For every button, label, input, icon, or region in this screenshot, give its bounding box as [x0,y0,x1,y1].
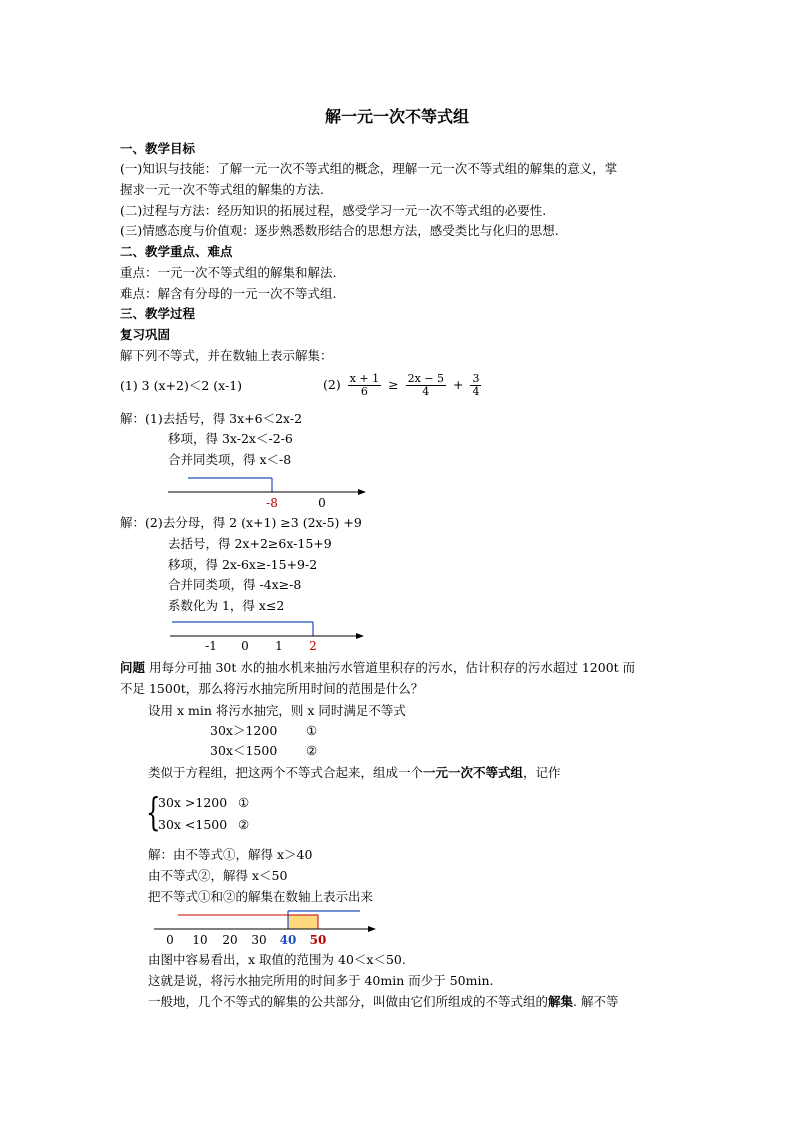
system-ineq-2-mark: ② [238,817,250,832]
system-ineq-2: 30x <1500 [158,817,228,832]
inequality-1: 30x＞1200 [210,723,278,738]
problem-sol-1: 解：由不等式①，解得 x＞40 [148,847,313,862]
tick-label-50: 50 [309,933,327,947]
tick-label-0b: 0 [241,639,249,653]
conclusion-2: 这就是说，将污水抽完所用的时间多于 40min 而少于 50min. [148,973,494,988]
sol1-line-1: 解：(1)去括号，得 3x+6＜2x-2 [120,411,303,426]
fraction-3-num: 3 [472,372,480,385]
inequality-2-mark: ② [306,743,318,758]
tick-label-20: 20 [222,933,238,947]
goal-line-4: (三)情感态度与价值观：逐步熟悉数形结合的思想方法，感受类比与化归的思想. [120,223,559,238]
sol2-line-3: 移项，得 2x-6x≥-15+9-2 [168,557,318,572]
problem-text-4c: ，记作 [523,765,561,780]
system-brace: { [146,790,161,834]
fraction-2-den: 4 [422,385,430,398]
conclusion-3a: 一般地，几个不等式的解集的公共部分，叫做由它们所组成的不等式组的 [148,994,549,1009]
solution-overlap-rect [288,915,318,929]
tick-label-10: 10 [192,933,208,947]
problem-line-4 [148,764,561,782]
problem-text-1: 用每分可抽 30t 水的抽水机来抽污水管道里积存的污水，估计积存的污水超过 1200t 而 [145,660,636,675]
tick-label-neg1: -1 [205,639,217,653]
conclusion-3 [148,993,618,1011]
problem-2-label: (2) [323,377,341,392]
problem-2 [323,370,484,400]
inequality-1-mark: ① [306,723,318,738]
goal-line-1: (一)知识与技能：了解一元一次不等式组的概念，理解一元一次不等式组的解集的意义，掌 [120,161,618,176]
sol2-line-5: 系数化为 1，得 x≤2 [168,598,285,613]
fraction-2-num: 2x − 5 [407,372,444,385]
section-heading-focus: 二、教学重点、难点 [120,244,233,259]
fraction-1-num: x + 1 [349,372,380,385]
tick-label-neg8: -8 [266,496,278,510]
section-heading-process: 三、教学过程 [120,306,196,321]
review-intro: 解下列不等式，并在数轴上表示解集： [120,348,333,363]
problem-sol-2: 由不等式②，解得 x＜50 [148,868,288,883]
goal-line-3: (二)过程与方法：经历知识的拓展过程，感受学习一元一次不等式组的必要性. [120,203,547,218]
page-title: 解一元一次不等式组 [324,107,469,126]
plus-sign: + [452,377,464,392]
system-ineq-1-mark: ① [238,795,250,810]
tick-label-0: 0 [318,496,326,510]
number-line-3 [148,907,388,949]
tick-label-0c: 0 [166,933,174,947]
conclusion-3c: . 解不等 [573,994,619,1009]
problem-text-4a: 类似于方程组，把这两个不等式合起来，组成一个 [148,765,424,780]
problem-line-2: 不足 1500t，那么将污水抽完所用时间的范围是什么？ [120,681,424,696]
inequality-2: 30x＜1500 [210,743,278,758]
keyword-inequality-system: 一元一次不等式组 [423,765,524,780]
tick-label-40: 40 [279,933,297,947]
fraction-1 [348,373,381,398]
sol2-line-1: 解：(2)去分母，得 2 (x+1) ≥3 (2x-5) +9 [120,515,362,530]
problem-1: (1) 3 (x+2)＜2 (x-1) [120,378,243,393]
conclusion-1: 由图中容易看出，x 取值的范围为 40＜x＜50. [148,952,406,967]
problem-line-1 [120,659,635,677]
ge-sign: ≥ [388,377,399,392]
tick-label-1: 1 [275,639,283,653]
number-line-2 [160,618,380,656]
fraction-3-den: 4 [472,385,480,398]
fraction-1-den: 6 [360,385,368,398]
keyword-solution-set: 解集 [548,994,574,1009]
number-line-1 [160,472,380,512]
goal-line-2: 握求一元一次不等式组的解集的方法. [120,182,324,197]
sol1-line-3: 合并同类项，得 x＜-8 [168,452,292,467]
axis-arrow-3 [368,926,376,932]
problem-label: 问题 [120,660,146,675]
subheading-review: 复习巩固 [120,327,171,342]
problem-line-3: 设用 x min 将污水抽完，则 x 同时满足不等式 [148,703,406,718]
focus-line-2: 难点：解含有分母的一元一次不等式组. [120,286,337,301]
focus-line-1: 重点：一元一次不等式组的解集和解法. [120,265,337,280]
tick-label-30: 30 [251,933,267,947]
axis-arrow-2 [356,633,364,639]
fraction-2 [406,373,446,398]
tick-label-2: 2 [309,639,317,653]
problem-sol-3: 把不等式①和②的解集在数轴上表示出来 [148,889,374,904]
sol1-line-2: 移项，得 3x-2x＜-2-6 [168,431,293,446]
fraction-3 [470,373,481,398]
section-heading-goals: 一、教学目标 [120,141,196,156]
axis-arrow-1 [358,489,366,495]
sol2-line-4: 合并同类项，得 -4x≥-8 [168,577,302,592]
sol2-line-2: 去括号，得 2x+2≥6x-15+9 [168,536,332,551]
system-ineq-1: 30x >1200 [158,795,228,810]
